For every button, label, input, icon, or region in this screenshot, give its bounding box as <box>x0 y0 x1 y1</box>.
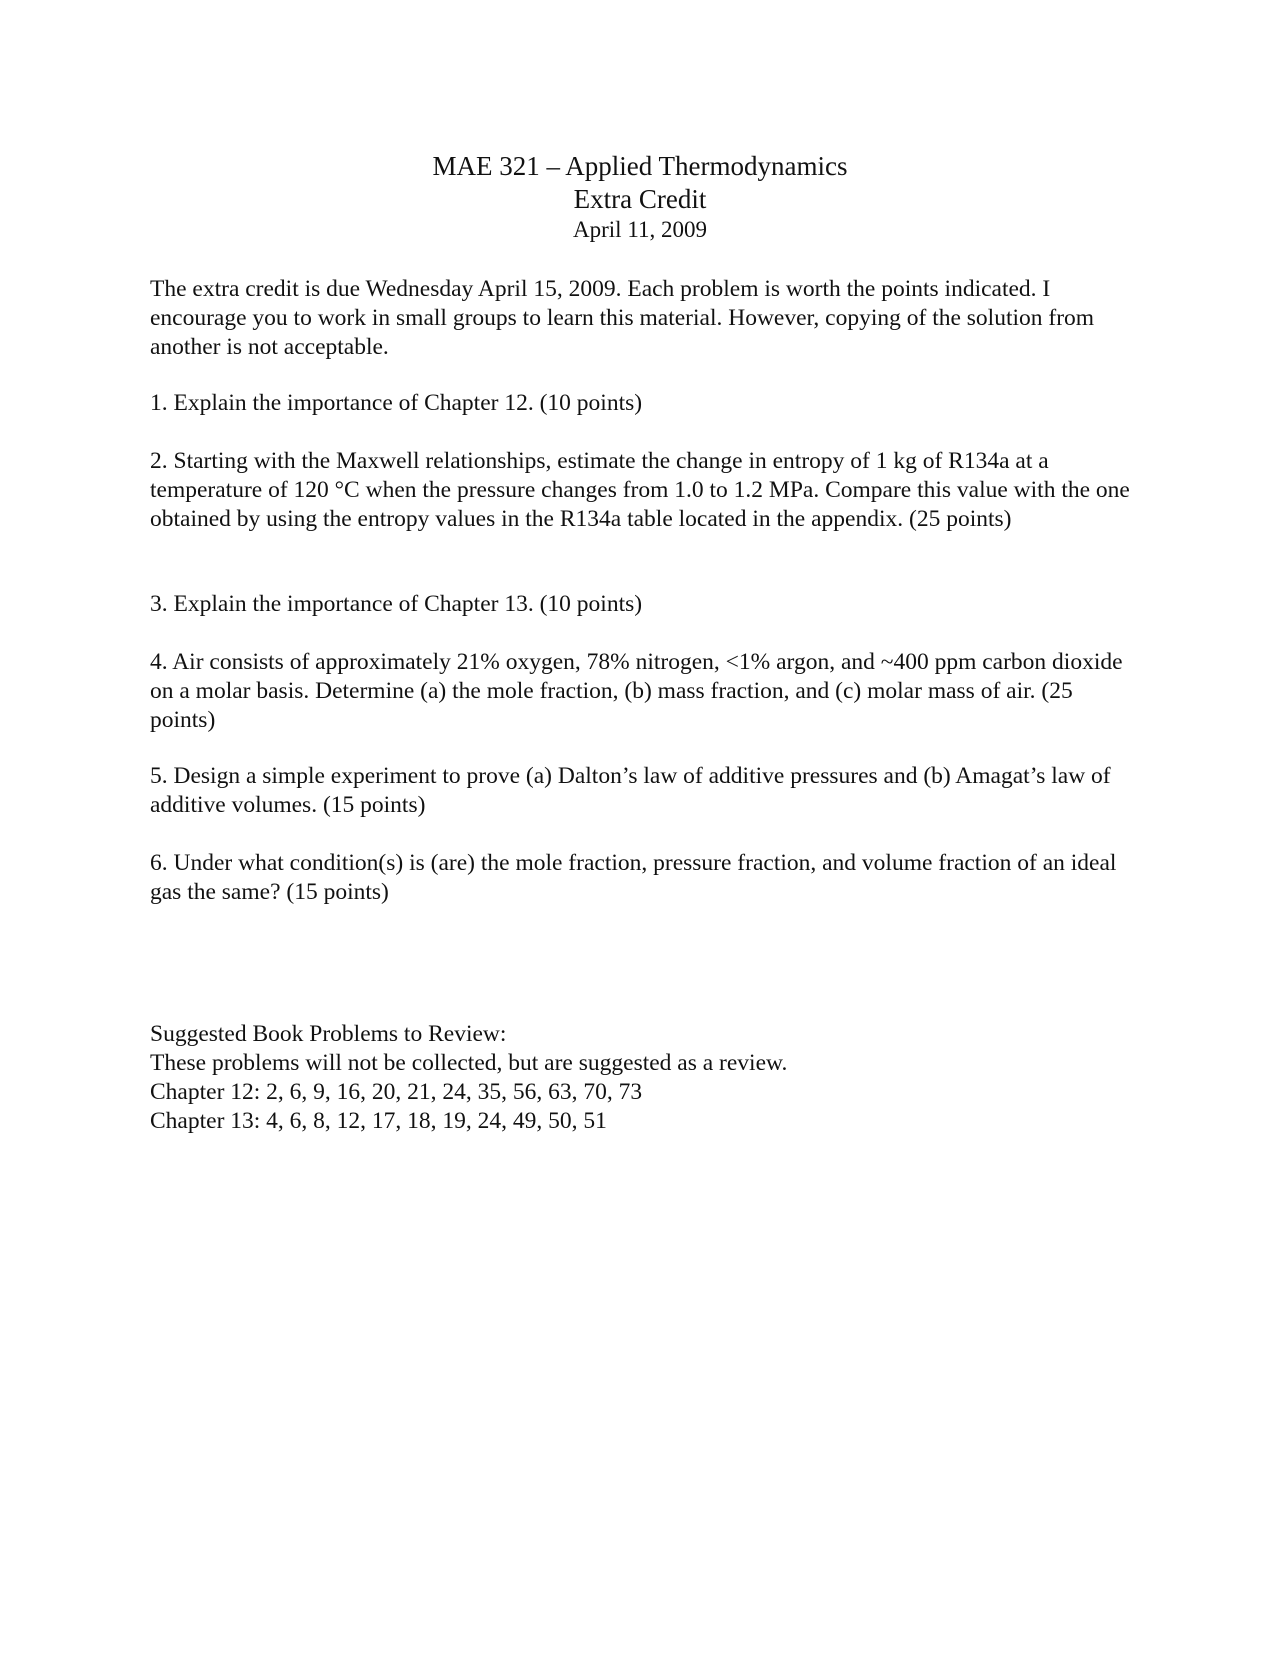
problem-2: 2. Starting with the Maxwell relationships, estimate the change in entropy of 1 kg of R134a at a temperature of 120 °C when the pressure changes from 1.0 to 1.2 MPa. Compare this value with the one obtained by using the entropy values in the R134a table located in the appendix. (25 points) <box>150 448 1130 532</box>
review-section <box>150 1020 1140 1136</box>
document-date: April 11, 2009 <box>573 217 707 242</box>
intro-paragraph: The extra credit is due Wednesday April 15, 2009. Each problem is worth the points indicated. I encourage you to work in small groups to learn this material. However, copying of the solution from another is not acceptable. <box>150 276 1095 360</box>
review-chapter-13: Chapter 13: 4, 6, 8, 12, 17, 18, 19, 24, 49, 50, 51 <box>150 1108 607 1134</box>
review-chapter-12: Chapter 12: 2, 6, 9, 16, 20, 21, 24, 35, 56, 63, 70, 73 <box>150 1079 643 1105</box>
problem-1: 1. Explain the importance of Chapter 12. (10 points) <box>150 390 643 416</box>
review-heading: Suggested Book Problems to Review: <box>150 1021 507 1047</box>
document-subtitle: Extra Credit <box>573 184 707 214</box>
problem-6: 6. Under what condition(s) is (are) the mole fraction, pressure fraction, and volume fraction of an ideal gas the same? (15 points) <box>150 850 1117 905</box>
course-title: MAE 321 – Applied Thermodynamics <box>432 151 848 181</box>
problem-3: 3. Explain the importance of Chapter 13. (10 points) <box>150 591 643 617</box>
problem-5: 5. Design a simple experiment to prove (a) Dalton’s law of additive pressures and (b) Amagat’s law of additive volumes. (15 points) <box>150 763 1111 818</box>
problem-4: 4. Air consists of approximately 21% oxygen, 78% nitrogen, <1% argon, and ~400 ppm carbon dioxide on a molar basis. Determine (a) the mole fraction, (b) mass fraction, and (c) molar mass of air. (25 points) <box>150 649 1123 733</box>
review-note: These problems will not be collected, but are suggested as a review. <box>150 1050 788 1076</box>
